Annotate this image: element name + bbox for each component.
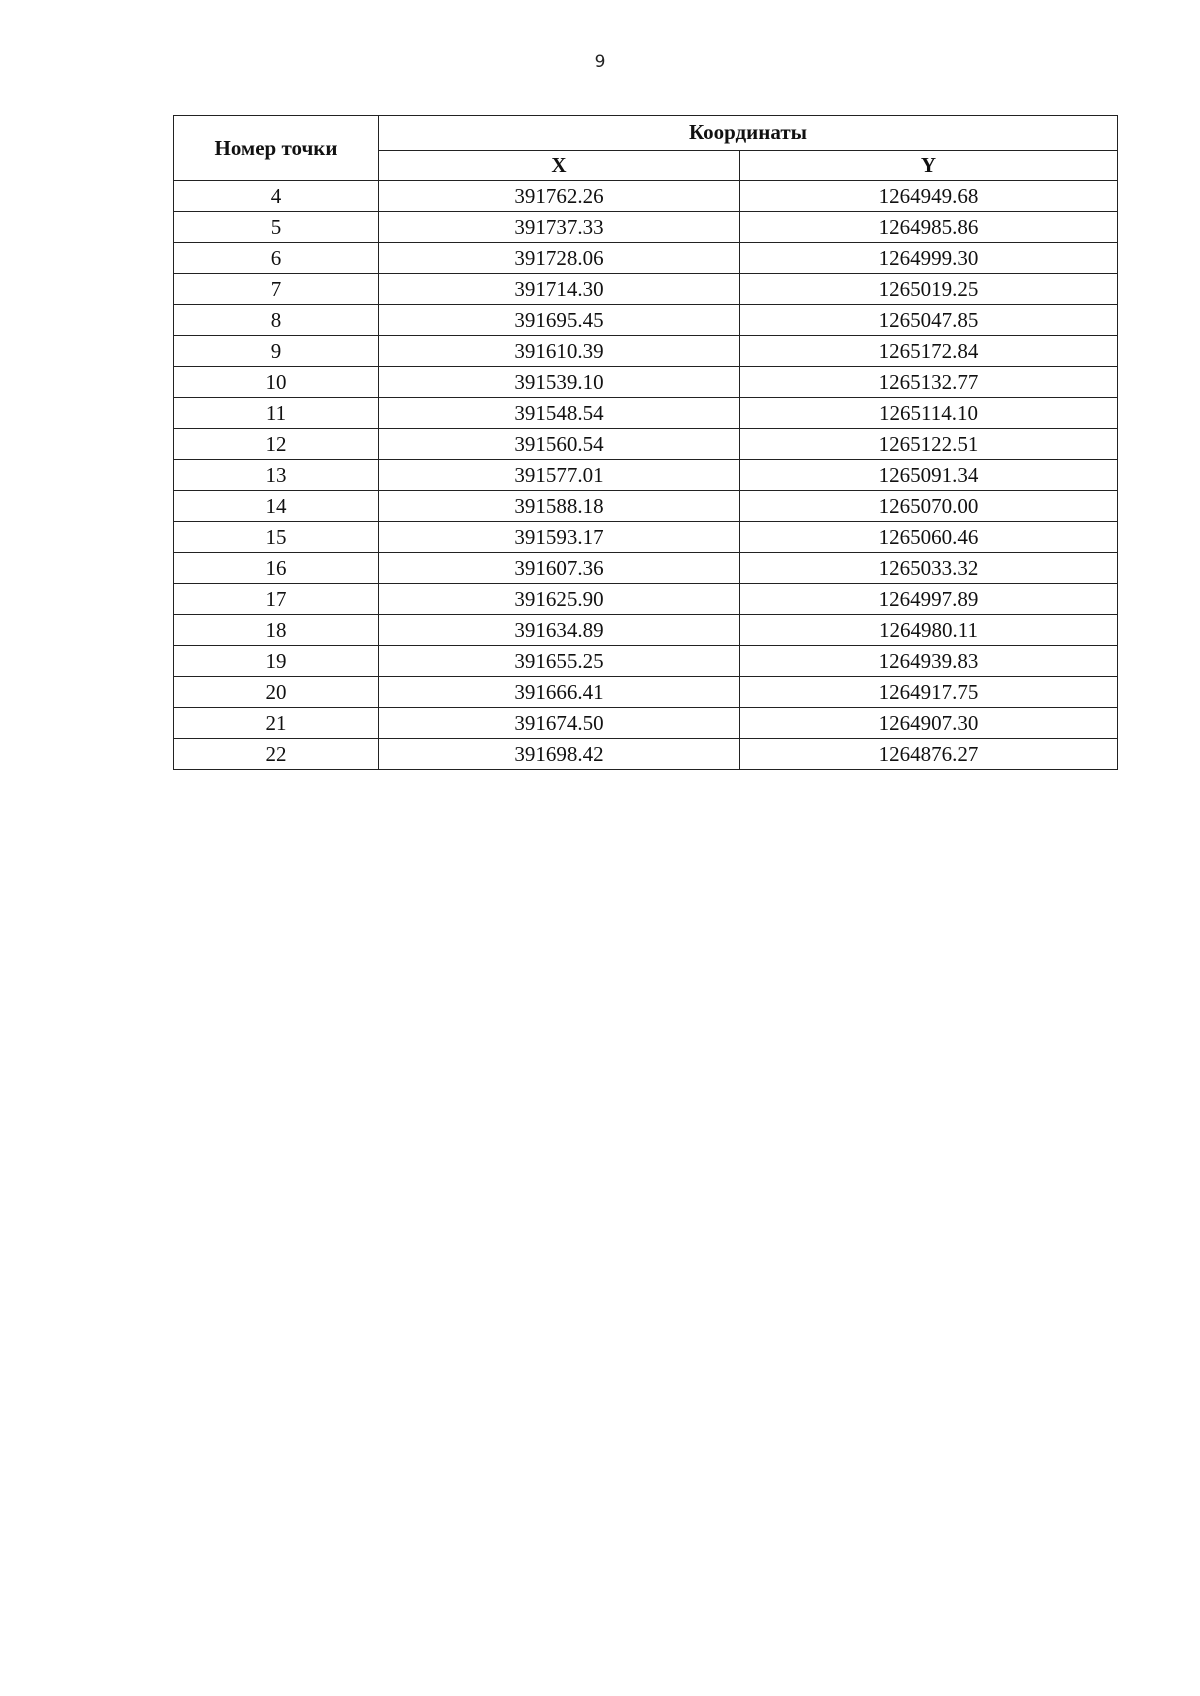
y-coordinate-cell: 1265060.46	[740, 522, 1118, 553]
table-row	[174, 553, 1118, 584]
y-coordinate-cell: 1264939.83	[740, 646, 1118, 677]
table-row	[174, 305, 1118, 336]
y-coordinate-cell: 1265114.10	[740, 398, 1118, 429]
x-coordinate-cell: 391588.18	[379, 491, 740, 522]
point-number-cell: 10	[174, 367, 379, 398]
table-row	[174, 398, 1118, 429]
x-coordinate-cell: 391698.42	[379, 739, 740, 770]
x-column-header: X	[379, 150, 740, 180]
point-number-cell: 4	[174, 181, 379, 212]
y-coordinate-cell: 1265047.85	[740, 305, 1118, 336]
point-number-cell: 7	[174, 274, 379, 305]
table-row	[174, 274, 1118, 305]
y-coordinate-cell: 1265091.34	[740, 460, 1118, 491]
table-row	[174, 243, 1118, 274]
x-coordinate-cell: 391625.90	[379, 584, 740, 615]
table-row	[174, 336, 1118, 367]
x-coordinate-cell: 391607.36	[379, 553, 740, 584]
point-number-cell: 13	[174, 460, 379, 491]
y-coordinate-cell: 1264917.75	[740, 677, 1118, 708]
x-coordinate-cell: 391610.39	[379, 336, 740, 367]
table-row	[174, 584, 1118, 615]
x-coordinate-cell: 391666.41	[379, 677, 740, 708]
table-row	[174, 429, 1118, 460]
point-number-cell: 17	[174, 584, 379, 615]
x-coordinate-cell: 391762.26	[379, 181, 740, 212]
point-number-cell: 11	[174, 398, 379, 429]
point-number-cell: 5	[174, 212, 379, 243]
x-coordinate-cell: 391674.50	[379, 708, 740, 739]
y-column-header: Y	[740, 150, 1118, 180]
table-row	[174, 646, 1118, 677]
point-number-header: Номер точки	[174, 116, 379, 181]
table-row	[174, 491, 1118, 522]
x-coordinate-cell: 391560.54	[379, 429, 740, 460]
x-coordinate-cell: 391548.54	[379, 398, 740, 429]
x-coordinate-cell: 391655.25	[379, 646, 740, 677]
y-coordinate-cell: 1264985.86	[740, 212, 1118, 243]
point-number-cell: 18	[174, 615, 379, 646]
y-coordinate-cell: 1265033.32	[740, 553, 1118, 584]
y-coordinate-cell: 1265132.77	[740, 367, 1118, 398]
point-number-cell: 20	[174, 677, 379, 708]
table-row	[174, 708, 1118, 739]
x-coordinate-cell: 391577.01	[379, 460, 740, 491]
y-coordinate-cell: 1264876.27	[740, 739, 1118, 770]
y-coordinate-cell: 1264980.11	[740, 615, 1118, 646]
coordinates-header: Координаты	[379, 116, 1118, 151]
table-row	[174, 522, 1118, 553]
y-coordinate-cell: 1264997.89	[740, 584, 1118, 615]
x-coordinate-cell: 391737.33	[379, 212, 740, 243]
y-coordinate-cell: 1265122.51	[740, 429, 1118, 460]
table-row	[174, 367, 1118, 398]
y-coordinate-cell: 1264999.30	[740, 243, 1118, 274]
x-coordinate-cell: 391728.06	[379, 243, 740, 274]
table-row	[174, 677, 1118, 708]
table-row	[174, 212, 1118, 243]
point-number-cell: 9	[174, 336, 379, 367]
coordinates-table-body	[174, 181, 1118, 770]
point-number-cell: 12	[174, 429, 379, 460]
y-coordinate-cell: 1265172.84	[740, 336, 1118, 367]
point-number-cell: 6	[174, 243, 379, 274]
point-number-cell: 8	[174, 305, 379, 336]
x-coordinate-cell: 391539.10	[379, 367, 740, 398]
y-coordinate-cell: 1265019.25	[740, 274, 1118, 305]
coordinates-table	[173, 115, 1118, 770]
page-number: 9	[594, 52, 606, 72]
point-number-cell: 15	[174, 522, 379, 553]
point-number-cell: 21	[174, 708, 379, 739]
table-row	[174, 181, 1118, 212]
y-coordinate-cell: 1264949.68	[740, 181, 1118, 212]
table-row	[174, 460, 1118, 491]
x-coordinate-cell: 391714.30	[379, 274, 740, 305]
x-coordinate-cell: 391695.45	[379, 305, 740, 336]
x-coordinate-cell: 391593.17	[379, 522, 740, 553]
point-number-cell: 16	[174, 553, 379, 584]
x-coordinate-cell: 391634.89	[379, 615, 740, 646]
y-coordinate-cell: 1264907.30	[740, 708, 1118, 739]
y-coordinate-cell: 1265070.00	[740, 491, 1118, 522]
table-row	[174, 739, 1118, 770]
point-number-cell: 14	[174, 491, 379, 522]
table-row	[174, 615, 1118, 646]
point-number-cell: 19	[174, 646, 379, 677]
point-number-cell: 22	[174, 739, 379, 770]
